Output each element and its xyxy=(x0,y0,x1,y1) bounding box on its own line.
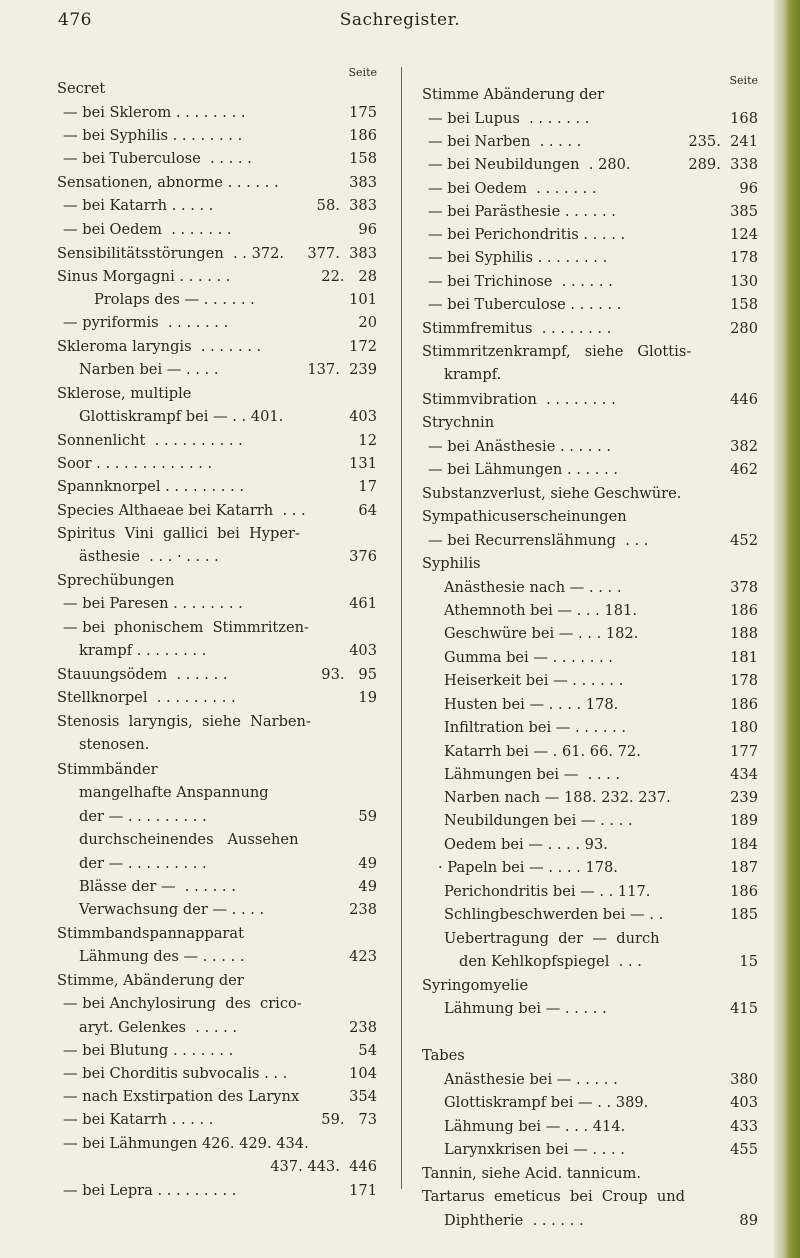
index-entry xyxy=(422,1212,758,1230)
entry-term: der — . . . . . . . . . xyxy=(79,855,207,872)
index-entry xyxy=(422,438,758,456)
index-entry xyxy=(57,831,377,849)
index-entry xyxy=(57,642,377,660)
entry-term: Neubildungen bei — . . . . xyxy=(444,812,633,829)
entry-term: Anästhesie nach — . . . . xyxy=(444,579,622,596)
index-entry xyxy=(57,432,377,450)
entry-pages: 434 xyxy=(730,766,758,783)
entry-pages: 189 xyxy=(730,812,758,829)
entry-pages: 415 xyxy=(730,1000,758,1017)
index-entry xyxy=(422,226,758,244)
entry-term: Heiserkeit bei — . . . . . . xyxy=(444,672,624,689)
index-entry xyxy=(57,948,377,966)
entry-term: Sensibilitätsstörungen . . 372. xyxy=(57,245,285,262)
index-entry xyxy=(57,808,377,826)
seite-header-right: Seite xyxy=(729,74,758,87)
entry-term: Verwachsung der — . . . . xyxy=(79,901,265,918)
index-entry xyxy=(57,502,377,520)
entry-term: Stimmbandspannapparat xyxy=(57,925,244,942)
index-entry xyxy=(422,836,758,854)
entry-pages: 380 xyxy=(730,1071,758,1088)
index-entry xyxy=(57,1065,377,1083)
entry-term: der — . . . . . . . . . xyxy=(79,808,207,825)
index-entry xyxy=(57,127,377,145)
entry-term: Husten bei — . . . . 178. xyxy=(444,696,619,713)
index-entry xyxy=(422,156,758,174)
entry-term: Lähmungen bei — . . . . xyxy=(444,766,621,783)
index-entry xyxy=(422,1071,758,1089)
entry-pages: 158 xyxy=(349,150,377,167)
entry-term: Spiritus Vini gallici bei Hyper- xyxy=(57,525,300,542)
entry-pages: 20 xyxy=(358,314,377,331)
index-entry xyxy=(57,1042,377,1060)
index-entry xyxy=(422,296,758,314)
entry-term: Tannin, siehe Acid. tannicum. xyxy=(422,1165,641,1182)
entry-pages: 188 xyxy=(730,625,758,642)
index-entry xyxy=(422,485,758,503)
entry-term: Sensationen, abnorme . . . . . . xyxy=(57,174,279,191)
entry-term: — bei Oedem . . . . . . . xyxy=(63,221,232,238)
index-entry xyxy=(422,1188,758,1206)
entry-pages: 96 xyxy=(358,221,377,238)
entry-term: Sinus Morgagni . . . . . . xyxy=(57,268,231,285)
index-entry xyxy=(57,689,377,707)
index-entry xyxy=(57,221,377,239)
entry-pages: 137. 239 xyxy=(307,361,377,378)
entry-term: Larynxkrisen bei — . . . . xyxy=(444,1141,625,1158)
entry-term: Diphtherie . . . . . . xyxy=(444,1212,584,1229)
index-entry xyxy=(57,291,377,309)
entry-pages: 185 xyxy=(730,906,758,923)
entry-term: Katarrh bei — . 61. 66. 72. xyxy=(444,743,641,760)
entry-pages: 171 xyxy=(349,1182,377,1199)
entry-term: — bei Syphilis . . . . . . . . xyxy=(428,249,608,266)
entry-term: Prolaps des — . . . . . . xyxy=(94,291,255,308)
index-entry xyxy=(422,508,758,526)
entry-term: — bei Katarrh . . . . . xyxy=(63,197,214,214)
entry-pages: 49 xyxy=(358,855,377,872)
entry-term: — bei Paresen . . . . . . . . xyxy=(63,595,243,612)
entry-pages: 89 xyxy=(739,1212,758,1229)
entry-term: Soor . . . . . . . . . . . . . xyxy=(57,455,213,472)
index-entry xyxy=(422,320,758,338)
entry-pages: 452 xyxy=(730,532,758,549)
index-entry xyxy=(422,649,758,667)
entry-pages: 187 xyxy=(730,859,758,876)
entry-pages: 383 xyxy=(349,174,377,191)
index-entry xyxy=(422,133,758,151)
index-entry xyxy=(422,1094,758,1112)
index-entry xyxy=(57,104,377,122)
seite-header-left: Seite xyxy=(348,66,377,79)
entry-term: — bei Narben . . . . . xyxy=(428,133,582,150)
entry-pages: 59. 73 xyxy=(321,1111,377,1128)
entry-pages: 385 xyxy=(730,203,758,220)
entry-term: durchscheinendes Aussehen xyxy=(79,831,299,848)
entry-pages: 101 xyxy=(349,291,377,308)
index-entry xyxy=(57,972,377,990)
entry-pages: 186 xyxy=(730,696,758,713)
index-entry xyxy=(422,812,758,830)
index-entry xyxy=(57,761,377,779)
entry-term: — bei Recurrenslähmung . . . xyxy=(428,532,649,549)
entry-term: Strychnin xyxy=(422,414,495,431)
entry-pages: 403 xyxy=(349,408,377,425)
entry-pages: 172 xyxy=(349,338,377,355)
entry-term: Oedem bei — . . . . 93. xyxy=(444,836,608,853)
entry-pages: 178 xyxy=(730,672,758,689)
index-entry xyxy=(57,878,377,896)
index-entry xyxy=(422,789,758,807)
entry-term: — bei Tuberculose . . . . . . xyxy=(428,296,622,313)
entry-term: Substanzverlust, siehe Geschwüre. xyxy=(422,485,682,502)
index-entry xyxy=(422,977,758,995)
index-entry xyxy=(57,666,377,684)
entry-pages: 177 xyxy=(730,743,758,760)
entry-term: — nach Exstirpation des Larynx xyxy=(63,1088,300,1105)
entry-term: Syphilis xyxy=(422,555,481,572)
index-entry xyxy=(422,391,758,409)
index-entry xyxy=(422,343,758,361)
index-entry xyxy=(57,1182,377,1200)
entry-term: — bei Lupus . . . . . . . xyxy=(428,110,590,127)
entry-pages: 186 xyxy=(349,127,377,144)
entry-term: Stimmfremitus . . . . . . . . xyxy=(422,320,612,337)
entry-term: Infiltration bei — . . . . . . xyxy=(444,719,627,736)
entry-term: Lähmung bei — . . . . . xyxy=(444,1000,607,1017)
entry-pages: 180 xyxy=(730,719,758,736)
index-entry xyxy=(422,625,758,643)
index-entry xyxy=(57,455,377,473)
entry-pages: 376 xyxy=(349,548,377,565)
index-entry xyxy=(422,555,758,573)
index-entry xyxy=(422,86,758,104)
entry-pages: 403 xyxy=(730,1094,758,1111)
entry-pages: 158 xyxy=(730,296,758,313)
index-entry xyxy=(422,602,758,620)
entry-pages: 93. 95 xyxy=(321,666,377,683)
entry-pages: 403 xyxy=(349,642,377,659)
entry-term: Perichondritis bei — . . 117. xyxy=(444,883,651,900)
entry-pages: 461 xyxy=(349,595,377,612)
entry-pages: 423 xyxy=(349,948,377,965)
entry-term: Gumma bei — . . . . . . . xyxy=(444,649,613,666)
index-entry xyxy=(422,1047,758,1065)
entry-term: krampf. xyxy=(444,366,502,383)
entry-term: Skleroma laryngis . . . . . . . xyxy=(57,338,262,355)
entry-term: Stimmbänder xyxy=(57,761,158,778)
index-entry xyxy=(422,532,758,550)
entry-term: Uebertragung der — durch xyxy=(444,930,660,947)
index-entry xyxy=(57,525,377,543)
entry-term: Narben bei — . . . . xyxy=(79,361,219,378)
entry-term: — bei Oedem . . . . . . . xyxy=(428,180,597,197)
entry-term: — bei Katarrh . . . . . xyxy=(63,1111,214,1128)
index-entry xyxy=(422,366,758,384)
entry-pages: 186 xyxy=(730,883,758,900)
entry-term: Narben nach — 188. 232. 237. xyxy=(444,789,671,806)
entry-term: — bei Lepra . . . . . . . . . xyxy=(63,1182,237,1199)
index-entry xyxy=(422,930,758,948)
entry-term: Stauungsödem . . . . . . xyxy=(57,666,228,683)
entry-pages: 181 xyxy=(730,649,758,666)
index-entry xyxy=(57,855,377,873)
index-entry xyxy=(422,110,758,128)
index-entry xyxy=(57,901,377,919)
index-entry xyxy=(422,1141,758,1159)
entry-term: — bei Trichinose . . . . . . xyxy=(428,273,613,290)
entry-term: Spannknorpel . . . . . . . . . xyxy=(57,478,244,495)
index-entry xyxy=(57,338,377,356)
entry-pages: 15 xyxy=(739,953,758,970)
index-entry xyxy=(422,273,758,291)
index-entry xyxy=(57,314,377,332)
entry-term: Sonnenlicht . . . . . . . . . . xyxy=(57,432,243,449)
entry-term: Glottiskrampf bei — . . 401. xyxy=(79,408,284,425)
index-entry xyxy=(422,883,758,901)
entry-pages: 17 xyxy=(358,478,377,495)
index-entry xyxy=(422,579,758,597)
index-entry xyxy=(57,245,377,263)
entry-term: — bei phonischem Stimmritzen- xyxy=(63,619,309,636)
index-entry xyxy=(57,408,377,426)
entry-term: — bei Perichondritis . . . . . xyxy=(428,226,626,243)
entry-term: — bei Chorditis subvocalis . . . xyxy=(63,1065,288,1082)
entry-term: Lähmung des — . . . . . xyxy=(79,948,245,965)
index-entry xyxy=(422,859,758,877)
entry-pages: 433 xyxy=(730,1118,758,1135)
entry-pages: 186 xyxy=(730,602,758,619)
entry-term: Lähmung bei — . . . 414. xyxy=(444,1118,626,1135)
entry-term: Schlingbeschwerden bei — . . xyxy=(444,906,664,923)
index-entry xyxy=(57,1088,377,1106)
entry-term: — bei Sklerom . . . . . . . . xyxy=(63,104,246,121)
entry-term: Tartarus emeticus bei Croup und xyxy=(422,1188,685,1205)
index-entry xyxy=(57,619,377,637)
entry-term: Tabes xyxy=(422,1047,465,1064)
index-entry xyxy=(57,995,377,1013)
entry-pages: 462 xyxy=(730,461,758,478)
index-entry xyxy=(57,80,377,98)
column-divider xyxy=(401,67,402,1189)
entry-pages: 130 xyxy=(730,273,758,290)
index-entry xyxy=(422,180,758,198)
index-entry xyxy=(422,1118,758,1136)
index-entry xyxy=(57,595,377,613)
entry-term: Anästhesie bei — . . . . . xyxy=(444,1071,618,1088)
entry-pages: 178 xyxy=(730,249,758,266)
entry-pages: 235. 241 xyxy=(688,133,758,150)
entry-pages: 124 xyxy=(730,226,758,243)
entry-term: — bei Anchylosirung des crico- xyxy=(63,995,302,1012)
index-entry xyxy=(57,1135,377,1153)
entry-pages: 64 xyxy=(358,502,377,519)
entry-term: Blässe der — . . . . . . xyxy=(79,878,236,895)
entry-term: Secret xyxy=(57,80,106,97)
entry-pages: 238 xyxy=(349,901,377,918)
entry-pages: 104 xyxy=(349,1065,377,1082)
entry-term: · Papeln bei — . . . . 178. xyxy=(438,859,618,876)
entry-pages: 289. 338 xyxy=(688,156,758,173)
entry-pages: 184 xyxy=(730,836,758,853)
index-entry xyxy=(57,150,377,168)
entry-pages: 131 xyxy=(349,455,377,472)
running-head: Sachregister. xyxy=(339,10,461,30)
index-entry xyxy=(422,696,758,714)
entry-pages: 12 xyxy=(358,432,377,449)
entry-pages: 455 xyxy=(730,1141,758,1158)
entry-term: Syringomyelie xyxy=(422,977,529,994)
entry-term: Species Althaeae bei Katarrh . . . xyxy=(57,502,306,519)
index-entry xyxy=(57,548,377,566)
entry-pages: 382 xyxy=(730,438,758,455)
entry-term: — pyriformis . . . . . . . xyxy=(63,314,229,331)
entry-term: Sympathicuserscheinungen xyxy=(422,508,627,525)
entry-term: mangelhafte Anspannung xyxy=(79,784,269,801)
entry-pages: 437. 443. 446 xyxy=(270,1158,377,1175)
index-entry xyxy=(422,766,758,784)
index-entry xyxy=(422,1000,758,1018)
index-entry xyxy=(422,719,758,737)
entry-pages: 280 xyxy=(730,320,758,337)
entry-term: Athemnoth bei — . . . 181. xyxy=(444,602,637,619)
index-entry xyxy=(422,906,758,924)
entry-pages: 49 xyxy=(358,878,377,895)
index-entry xyxy=(422,414,758,432)
entry-term: Stimme, Abänderung der xyxy=(57,972,244,989)
entry-term: ästhesie . . . · . . . . xyxy=(79,548,219,565)
entry-pages: 58. 383 xyxy=(316,197,377,214)
index-entry xyxy=(57,572,377,590)
index-entry xyxy=(57,1158,377,1176)
entry-term: Stimmvibration . . . . . . . . xyxy=(422,391,616,408)
entry-pages: 59 xyxy=(358,808,377,825)
entry-pages: 96 xyxy=(739,180,758,197)
entry-term: stenosen. xyxy=(79,736,150,753)
entry-pages: 354 xyxy=(349,1088,377,1105)
entry-pages: 168 xyxy=(730,110,758,127)
entry-pages: 19 xyxy=(358,689,377,706)
index-entry xyxy=(57,784,377,802)
entry-term: aryt. Gelenkes . . . . . xyxy=(79,1019,238,1036)
index-entry xyxy=(57,361,377,379)
index-entry xyxy=(57,1019,377,1037)
index-entry xyxy=(422,953,758,971)
entry-term: Stellknorpel . . . . . . . . . xyxy=(57,689,236,706)
entry-pages: 238 xyxy=(349,1019,377,1036)
entry-term: — bei Lähmungen . . . . . . xyxy=(428,461,618,478)
entry-term: — bei Blutung . . . . . . . xyxy=(63,1042,234,1059)
index-entry xyxy=(57,385,377,403)
entry-pages: 22. 28 xyxy=(321,268,377,285)
entry-term: Geschwüre bei — . . . 182. xyxy=(444,625,639,642)
entry-pages: 175 xyxy=(349,104,377,121)
entry-term: krampf . . . . . . . . xyxy=(79,642,207,659)
entry-term: — bei Tuberculose . . . . . xyxy=(63,150,252,167)
index-entry xyxy=(57,197,377,215)
entry-term: — bei Parästhesie . . . . . . xyxy=(428,203,616,220)
entry-pages: 378 xyxy=(730,579,758,596)
index-entry xyxy=(57,713,377,731)
index-entry xyxy=(422,249,758,267)
entry-pages: 377. 383 xyxy=(307,245,377,262)
index-entry xyxy=(57,925,377,943)
index-entry xyxy=(422,743,758,761)
index-entry xyxy=(57,268,377,286)
index-entry xyxy=(422,672,758,690)
page-number: 476 xyxy=(58,10,92,30)
index-entry xyxy=(422,1165,758,1183)
entry-term: Stenosis laryngis, siehe Narben- xyxy=(57,713,311,730)
index-entry xyxy=(422,203,758,221)
index-entry xyxy=(422,461,758,479)
index-entry xyxy=(57,736,377,754)
entry-term: Glottiskrampf bei — . . 389. xyxy=(444,1094,649,1111)
entry-pages: 54 xyxy=(358,1042,377,1059)
page-edge-binding xyxy=(774,0,800,1258)
entry-pages: 446 xyxy=(730,391,758,408)
entry-term: Stimmritzenkrampf, siehe Glottis- xyxy=(422,343,692,360)
index-entry xyxy=(57,1111,377,1129)
entry-term: Sprechübungen xyxy=(57,572,175,589)
entry-term: Stimme Abänderung der xyxy=(422,86,605,103)
index-entry xyxy=(57,478,377,496)
entry-term: den Kehlkopfspiegel . . . xyxy=(459,953,642,970)
entry-pages: 239 xyxy=(730,789,758,806)
entry-term: — bei Syphilis . . . . . . . . xyxy=(63,127,243,144)
entry-term: — bei Neubildungen . 280. xyxy=(428,156,631,173)
entry-term: Sklerose, multiple xyxy=(57,385,192,402)
index-entry xyxy=(57,174,377,192)
entry-term: — bei Lähmungen 426. 429. 434. xyxy=(63,1135,309,1152)
entry-term: — bei Anästhesie . . . . . . xyxy=(428,438,612,455)
